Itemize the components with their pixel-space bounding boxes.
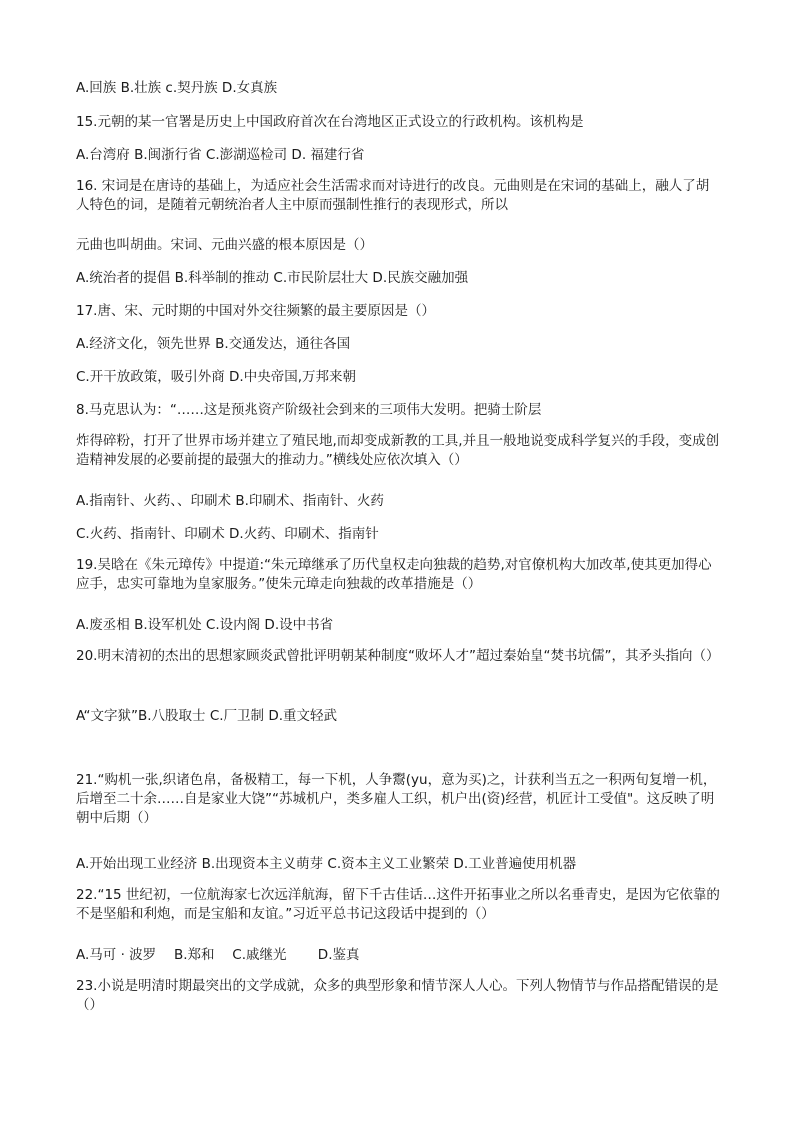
question-21-options: A.开始出现工业经济 B.出现资本主义萌芽 C.资本主义工业繁荣 D.工业普遍使用机器 [76,856,577,872]
question-16-stem: 16. 宋词是在唐诗的基础上，为适应社会生活需求而对诗进行的改良。元曲则是在宋词的基础上，融人了胡人特色的词，是随着元朝统治者人主中原而强制性推行的表现形式，所以 [76,178,710,213]
question-22-options: A.马可 · 波罗 B.郑和 C.戚继光 D.鉴真 [76,947,360,963]
question-23-stem: 23.小说是明清时期最突出的文学成就，众多的典型形象和情节深人人心。下列人物情节与作品搭配错误的是（） [76,978,719,1013]
question-20-options: A“文字狱”B.八股取士 C.厂卫制 D.重文轻武 [76,708,338,724]
question-18-stem-cont: 炸得碎粉，打开了世界市场并建立了殖民地,而却变成新教的工具,并且一般地说变成科学复兴的手段，变成创造精神发展的必要前提的最强大的推动力。”横线处应依次填入（） [76,433,720,468]
question-15-options: A.台湾府 B.闽浙行省 C.澎湖巡检司 D. 福建行省 [76,147,365,163]
question-14-options: A.回族 B.壮族 c.契丹族 D.女真族 [76,80,278,96]
question-20-stem: 20.明末清初的杰出的思想家顾炎武曾批评明朝某种制度“败坏人才”超过秦始皇“焚书坑儒”，其矛头指向（） [76,648,720,664]
question-17-stem: 17.唐、宋、元时期的中国对外交往频繁的最主要原因是（） [76,303,435,319]
question-22-stem: 22.“15 世纪初，一位航海家七次远洋航海，留下千古佳话…这件开拓事业之所以名垂青史，是因为它依靠的不是坚船和利炮，而是宝船和友谊。”习近平总书记这段话中提到的（） [76,887,720,922]
question-16-options: A.统治者的提倡 B.科举制的推动 C.市民阶层壮大 D.民族交融加强 [76,270,469,286]
question-16-stem-cont: 元曲也叫胡曲。宋词、元曲兴盛的根本原因是（） [76,237,373,253]
question-17-options-cd: C.开干放政策，吸引外商 D.中央帝国,万邦来朝 [76,369,356,385]
question-18-stem: 8.马克思认为：“……这是预兆资产阶级社会到来的三项伟大发明。把骑士阶层 [76,402,542,418]
question-19-stem: 19.吴晗在《朱元璋传》中提道:“朱元璋继承了历代皇权走向独裁的趋势,对官僚机构大加改革,使其更加得心应手，忠实可靠地为皇家服务。”使朱元璋走向独裁的改革措施是（） [76,557,712,592]
question-15-stem: 15.元朝的某一官署是历史上中国政府首次在台湾地区正式设立的行政机构。该机构是 [76,114,584,130]
question-17-options-ab: A.经济文化，领先世界 B.交通发达，通往各国 [76,336,351,352]
question-21-stem: 21.“购机一张,织诸色帛，备极精工，每一下机，人争鬻(yu，意为买)之，计获利当五之一积两旬复增一机，后增至二十余……自是家业大饶”“苏城机户，类多雇人工织，机户出(资)经营，机匠计工受值"。这反映了明朝中后期（） [76,772,717,826]
question-19-options: A.废丞相 B.设军机处 C.设内阁 D.设中书省 [76,617,334,633]
question-18-options-cd: C.火药、指南针、印刷术 D.火药、印刷术、指南针 [76,526,379,542]
question-18-options-ab: A.指南针、火药、、印刷术 B.印刷术、指南针、火药 [76,493,384,509]
